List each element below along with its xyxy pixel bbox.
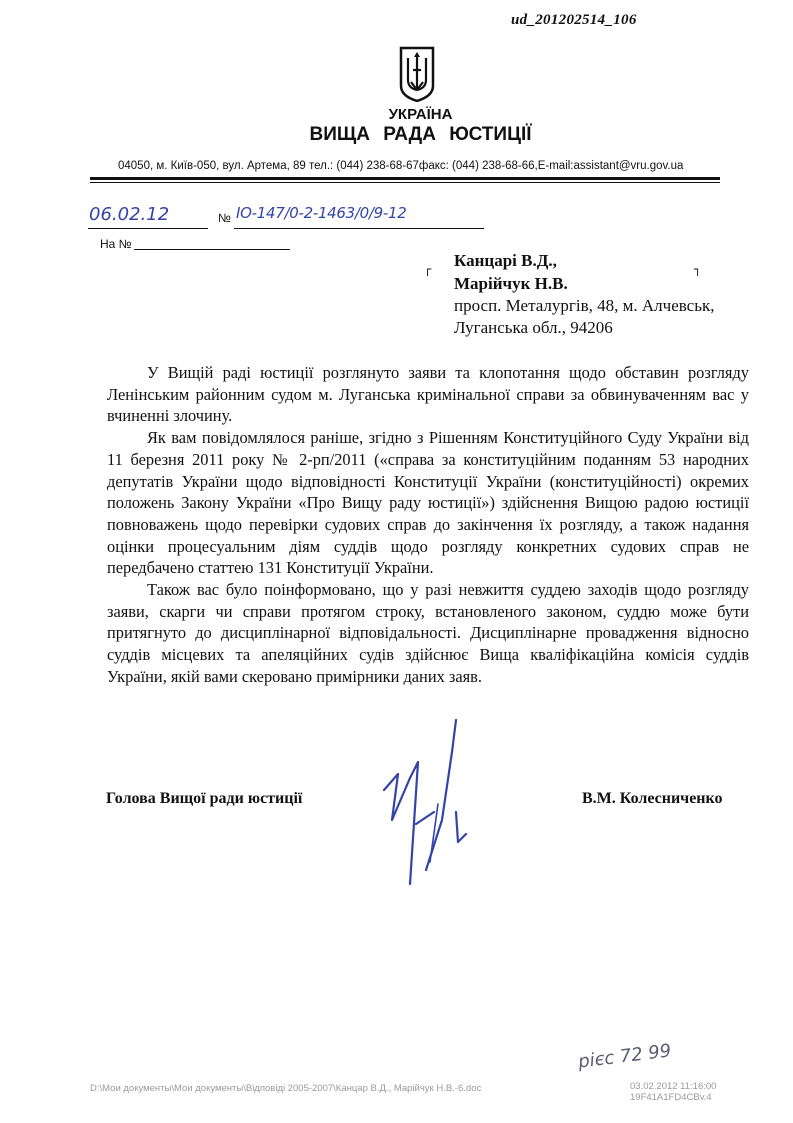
signatory-position: Голова Вищої ради юстиції [106, 790, 303, 807]
footer-timestamp: 03.02.2012 11:16:00 [630, 1081, 717, 1092]
paragraph-2: Як вам повідомлялося раніше, згідно з Рішенням Конституційного Суду України від 11 березня 2011 року № 2-рп/2011 («справа за конституційним поданням 53 народних депутатів України щодо відповідності Конституції України (конституційності) окремих положень Закону України «Про Вищу раду юстиції») здійснення Вищою радою юстиції повноважень щодо перевірки судових справ до закінчення їх розгляду, а також надання оцінки процесуальним діям суддів щодо розгляду конкретних судових справ не передбачено статтею 131 Конституції України. [107, 428, 749, 578]
date-underline [88, 228, 208, 229]
footer-meta [630, 1081, 716, 1103]
footer-file-path: D:\Мои документы\Мои документы\Відповіді 2005-2007\Канцар В.Д., Марійчук Н.В.-6.doc [90, 1083, 482, 1094]
header-contacts: 04050, м. Київ-050, вул. Артема, 89 тел.: (044) 238-68-67факс: (044) 238-68-66,E-mail:assistant@vru.gov.ua [118, 160, 684, 172]
handwritten-signature-icon [372, 712, 502, 902]
addressee-address-1: просп. Металургів, 48, м. Алчевськ, [454, 296, 715, 315]
number-underline [234, 228, 484, 229]
paragraph-3: Також вас було поінформовано, що у разі невжиття суддею заходів щодо розгляду заяви, скарги чи справи протягом строку, встановленого законом, суддю може бути притягнуто до дисциплінарної відповідальності. Дисциплінарне провадження відносно суддів місцевих та апеляційних судів здійснює Вища кваліфікаційна комісія суддів України, якій вами скеровано примірники даних заяв. [107, 580, 749, 686]
document-id: ud_201202514_106 [511, 12, 637, 28]
letter-body [107, 362, 749, 688]
outgoing-number: ІО-147/0-2-1463/0/9-12 [236, 204, 407, 222]
addressee-corner-left-icon: ┌ [424, 262, 432, 276]
paragraph-1: У Вищій раді юстиції розглянуто заяви та клопотання щодо обставин розгляду Ленінським районним судом м. Луганська кримінальної справи за обвинуваченням вас у вчиненні злочину. [107, 363, 749, 426]
registration-mark: рієс 72 99 [577, 1040, 673, 1073]
addressee-name-1: Канцарі В.Д., [454, 251, 557, 270]
header-organization: ВИЩА РАДА ЮСТИЦІЇ [309, 124, 532, 145]
trident-emblem-icon [397, 46, 437, 102]
reply-to-label: На № [100, 237, 132, 251]
outgoing-date: 06.02.12 [89, 204, 170, 225]
header-rule-thick [90, 177, 720, 180]
outgoing-number-label: № [218, 211, 231, 225]
addressee-name-2: Марійчук Н.В. [454, 274, 568, 293]
addressee-address-2: Луганська обл., 94206 [454, 318, 613, 337]
header-country: УКРАЇНА [388, 106, 453, 123]
addressee-corner-right-icon: ┐ [694, 262, 702, 276]
signatory-name: В.М. Колесниченко [582, 790, 723, 807]
header-rule-thin [90, 182, 720, 183]
footer-hash: 19F41A1FD4CBv.4 [630, 1092, 712, 1103]
reply-to-underline [134, 249, 290, 250]
